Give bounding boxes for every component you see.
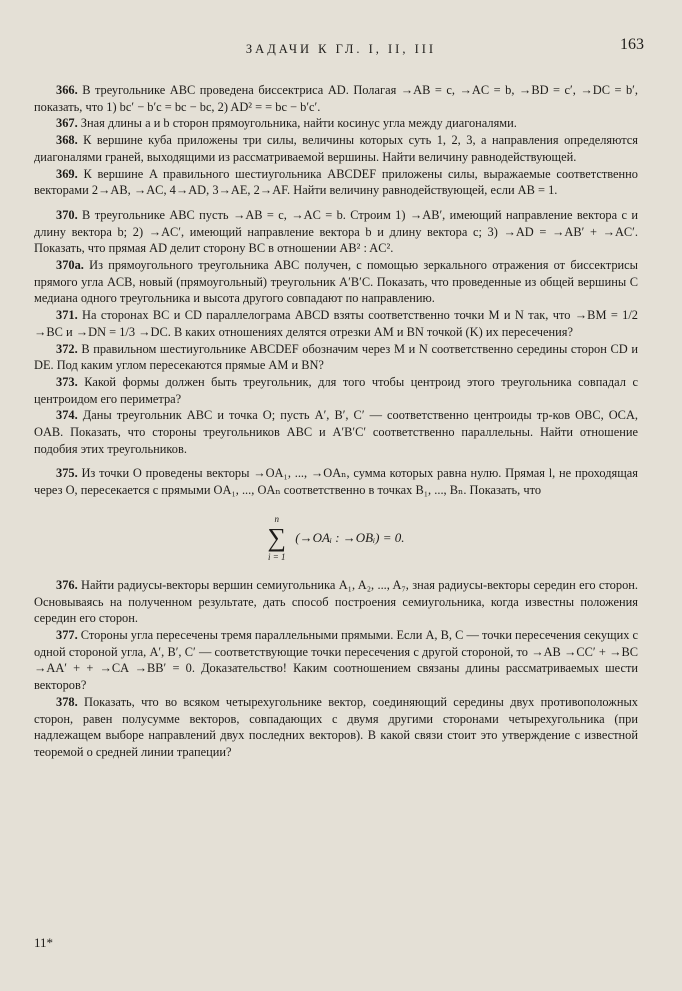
problem-number: 368.	[56, 133, 78, 148]
problem-number: 366.	[56, 83, 78, 97]
problem-number: 375.	[56, 466, 78, 481]
problem-375	[34, 465, 638, 498]
problem-number: 371.	[56, 308, 78, 323]
signature-mark: 11*	[34, 935, 54, 950]
sum-lower-limit: i = 1	[267, 551, 286, 562]
problem-list	[34, 82, 638, 761]
problem-text: К вершине A правильного шестиугольника ABCDEF приложены силы, выражаемые соответственно векторами 2→AB, →AC, 4→AD, 3→AE, 2→AF. Найти величину равнодействующей, если AB = 1.	[34, 166, 638, 198]
problem-number: 372.	[56, 341, 78, 356]
sum-upper-limit: n	[274, 513, 279, 524]
problem-number: 374.	[56, 408, 78, 423]
problem-370	[34, 207, 638, 257]
problem-text: В треугольнике ABC проведена биссектриса AD. Полагая →AB = c, →AC = b, →BD = c′, →DC = b′, показать, что 1) bc′ − b′c = bc − bc, 2) AD² = = bc − b′c′.	[34, 83, 638, 114]
summation-formula	[34, 513, 638, 563]
formula-expression: (→OAᵢ : →OBᵢ) = 0.	[295, 529, 405, 545]
problem-number: 370а.	[56, 258, 84, 273]
problem-text: Из прямоугольного треугольника ABC получен, с помощью зеркального отражения от биссектрисы прямого угла ACB, новый (прямоугольный) треугольник A′B′C. Показать, что проведенные из общей вершины C медиана одного треугольника и высота другого совпадают по направлению.	[34, 258, 638, 306]
problem-376	[34, 577, 638, 627]
problem-text: Найти радиусы-векторы вершин семиугольника A₁, A₂, ..., A₇, зная радиусы-векторы середин его сторон. Основываясь на полученном результате, дать способ построения семиугольника, когда известны положения середин его сторон.	[34, 577, 638, 626]
problem-371	[34, 307, 638, 340]
problem-text: Даны треугольник ABC и точка O; пусть A′, B′, C′ — соответственно центроиды тр-ков OBC, OCA, OAB. Показать, что стороны треугольников ABC и A′B′C′ соответственно параллельны. Найти отношение подобия этих треугольников.	[34, 408, 638, 456]
problem-number: 377.	[56, 627, 78, 642]
summation-sign	[267, 513, 286, 563]
running-title: ЗАДАЧИ К ГЛ. I, II, III	[245, 42, 437, 56]
problem-text: Стороны угла пересечены тремя параллельными прямыми. Если A, B, C — точки пересечения секущих с одной стороной угла, A′, B′, C′ — соответствующие точки пересечения с другой стороной, то →AB →CC′ + →BC →AA′ + + →CA →BB′ = 0. Доказательство! Каким соотношением связаны длины рассматриваемых шести векторов?	[34, 627, 638, 693]
problem-373	[34, 374, 638, 407]
problem-372	[34, 341, 638, 374]
problem-number: 376.	[56, 577, 78, 592]
problem-370a	[34, 257, 638, 307]
problem-374	[34, 407, 638, 457]
problem-number: 373.	[56, 374, 78, 389]
problem-text: На сторонах BC и CD параллелограма ABCD взяты соответственно точки M и N так, что →BM = 1/2 →BC и →DN = 1/3 →DC. В каких отношениях делятся отрезки AM и BN точкой (K) их пересечения?	[34, 308, 638, 339]
problem-number: 378.	[56, 694, 78, 709]
problem-number: 370.	[56, 207, 78, 222]
problem-366	[34, 82, 638, 115]
problem-367	[34, 115, 638, 132]
problem-text: Какой формы должен быть треугольник, для того чтобы центроид этого треугольника совпадал с центроидом его периметра?	[34, 374, 638, 406]
problem-text: Показать, что во всяком четырехугольнике вектор, соединяющий середины двух противоположных сторон, равен полусумме векторов, совпадающих с двумя другими сторонами четырехугольника (при надлежащем выборе направлений двух последних векторов). В какой связи стоит это утверждение с известной теоремой о средней линии трапеции?	[34, 694, 638, 759]
problem-368	[34, 132, 638, 165]
sigma-symbol: ∑	[267, 522, 286, 552]
problem-text: К вершине куба приложены три силы, величины которых суть 1, 2, 3, а направления определяются диагоналями граней, выходящими из рассматриваемой вершины. Найти величину равнодействующей.	[34, 133, 638, 164]
problem-text: В правильном шестиугольнике ABCDEF обозначим через M и N соответственно середины сторон CD и DE. Под каким углом пересекаются прямые AM и BN?	[34, 341, 638, 373]
problem-369	[34, 166, 638, 199]
problem-text: В треугольнике ABC пусть →AB = c, →AC = b. Строим 1) →AB′, имеющий направление вектора c и длину вектора b; 2) →AC′, имеющий направление вектора b и длину вектора c; 3) →AD = →AB′ + →AC′. Показать, что прямая AD делит сторону BC в отношении AB² : AC².	[34, 207, 638, 256]
problem-text: Зная длины a и b сторон прямоугольника, найти косинус угла между диагоналями.	[77, 116, 517, 131]
problem-377	[34, 627, 638, 694]
problem-number: 369.	[56, 166, 78, 181]
problem-378	[34, 694, 638, 761]
problem-text: Из точки O проведены векторы →OA₁, ..., →OAₙ, сумма которых равна нулю. Прямая l, не проходящая через O, пересекается с прямыми OA₁, ..., OAₙ соответственно в точках B₁, ..., Bₙ. Показать, что	[34, 466, 638, 498]
page-number: 163	[620, 36, 644, 53]
problem-number: 367.	[56, 116, 78, 131]
